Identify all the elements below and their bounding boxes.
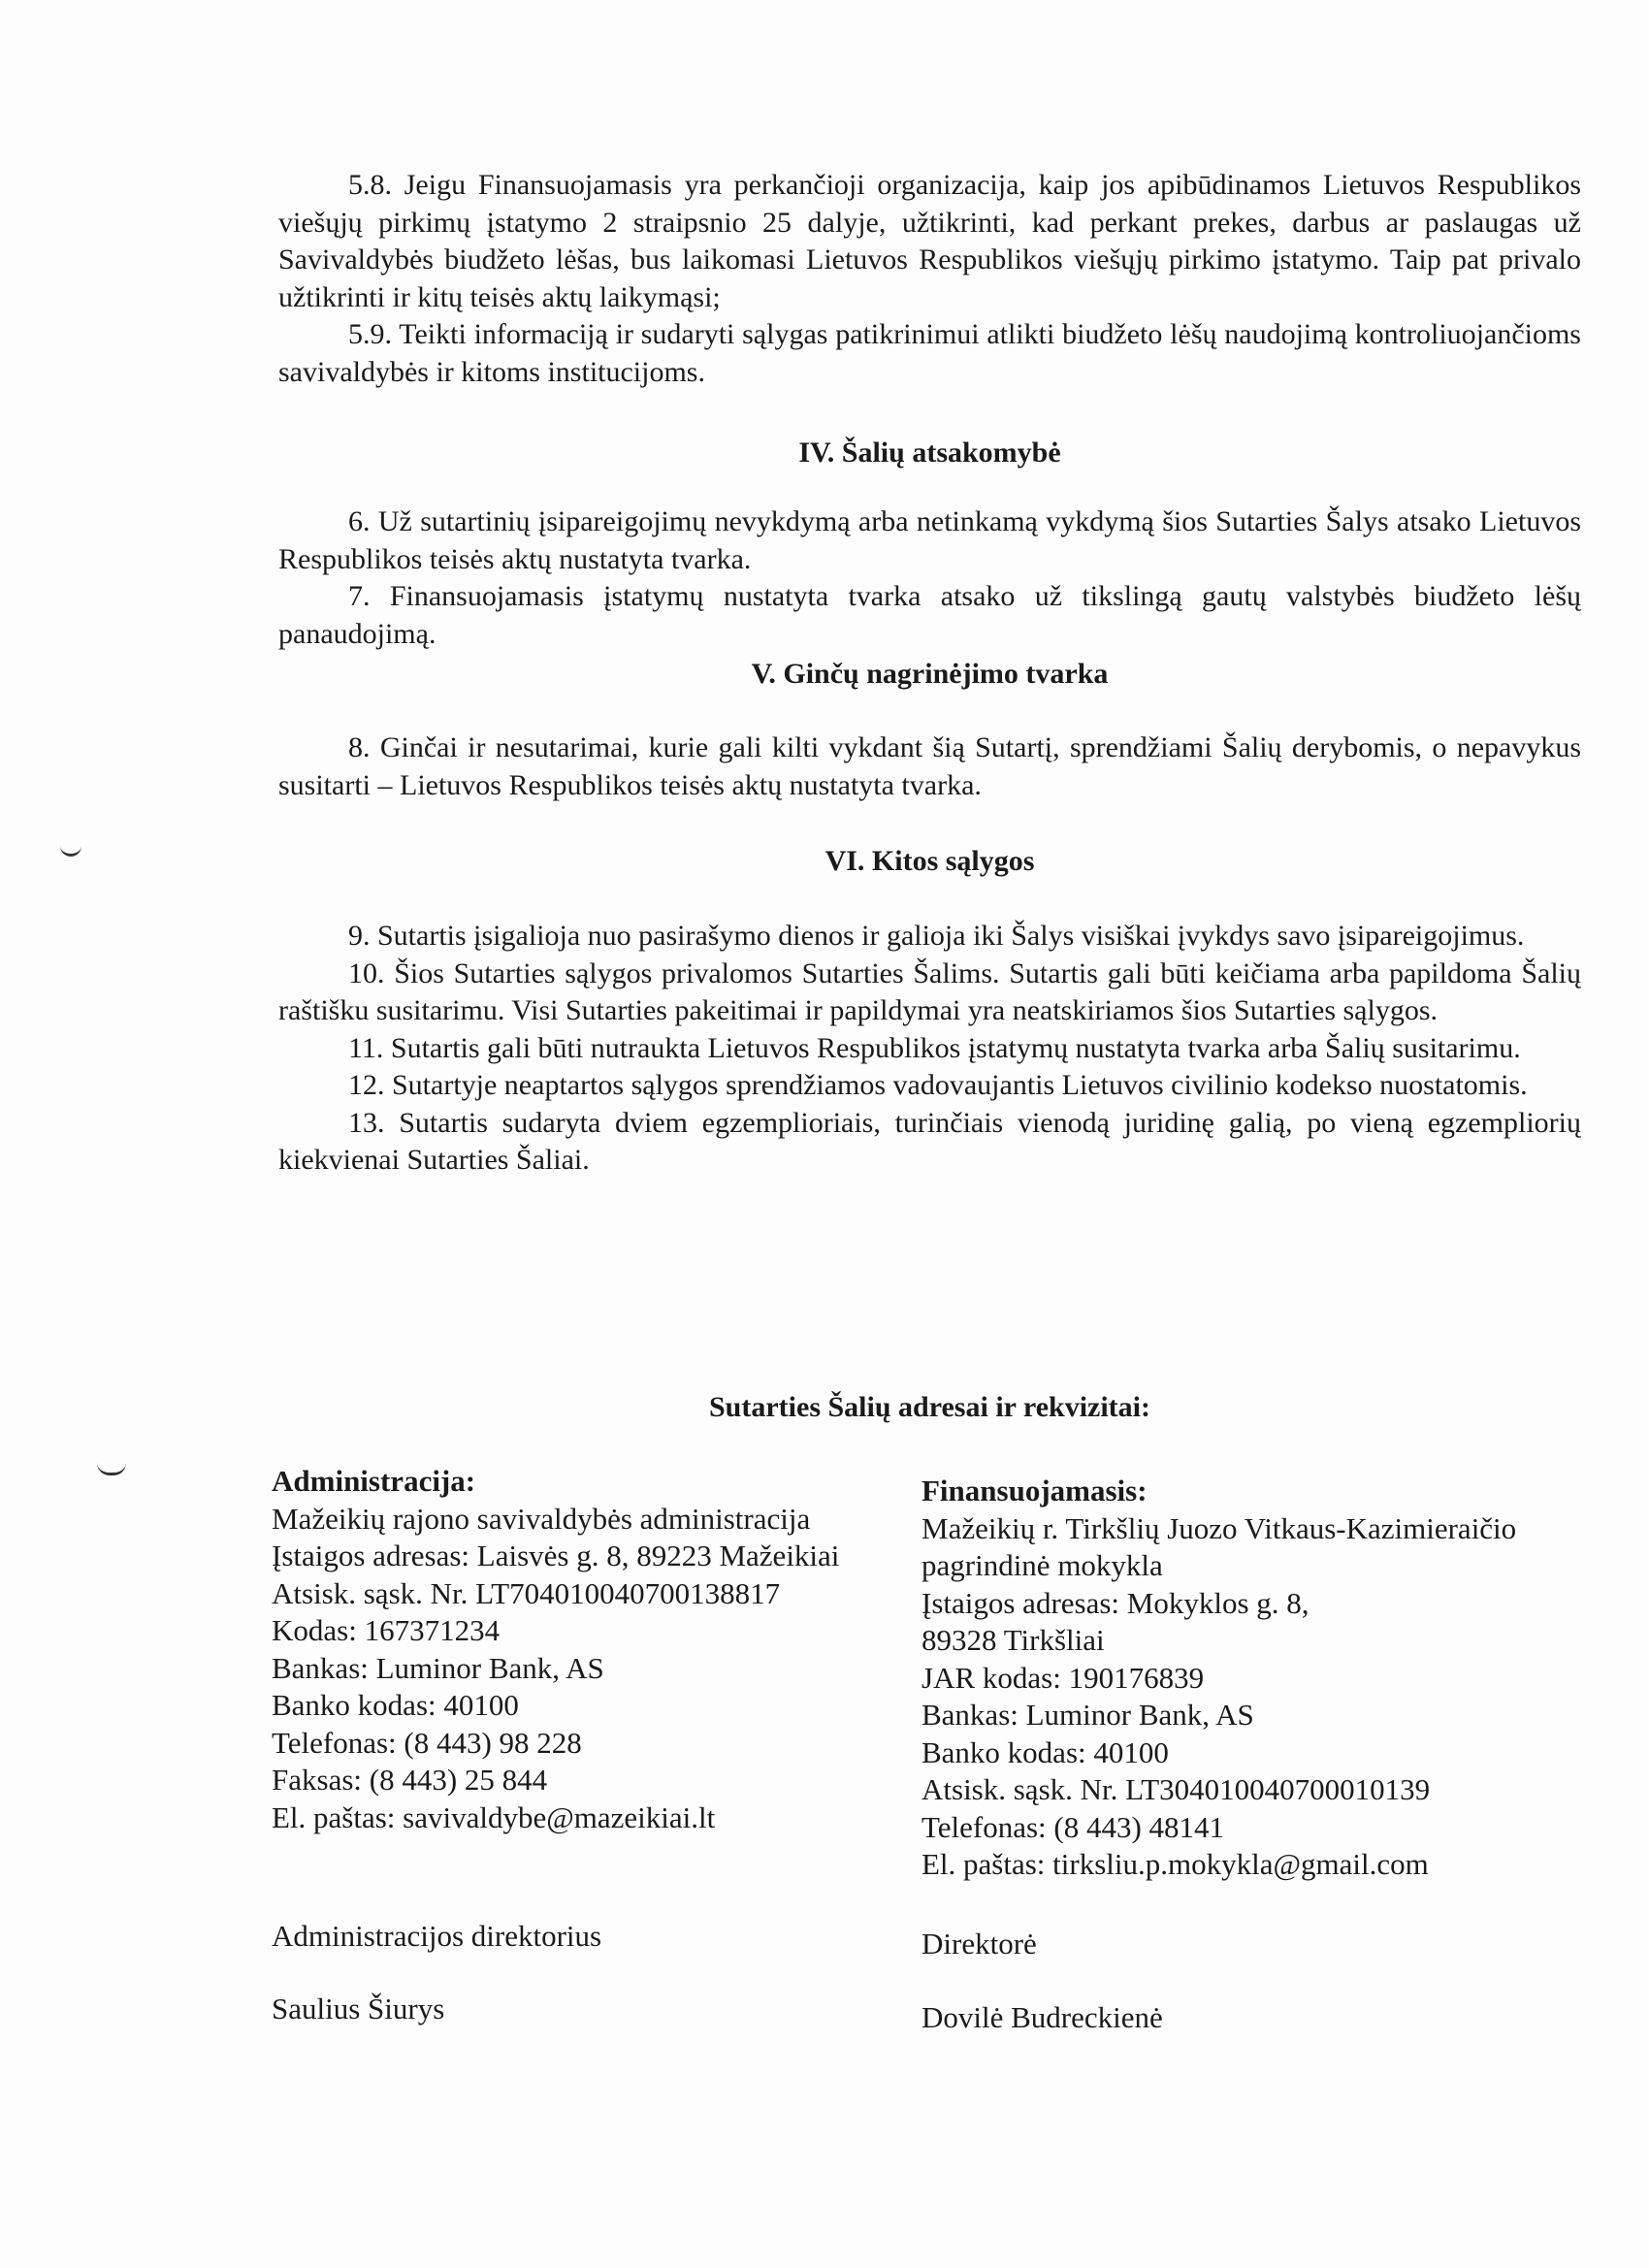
- funded-line: pagrindinė mokykla: [922, 1548, 1163, 1582]
- clause-13: 13. Sutartis sudaryta dviem egzemplioriais, turinčiais vienodą juridinę galią, po vieną egzempliorių kiekvienai Sutarties Šaliai.: [278, 1106, 1581, 1176]
- admin-details: [272, 1463, 892, 1836]
- admin-signatory: Saulius Šiurys: [272, 1992, 445, 2025]
- clause-5-9: 5.9. Teikti informaciją ir sudaryti sąlygas patikrinimui atlikti biudžeto lėšų naudojimą kontroliuojančioms savivaldybės ir kitoms institucijoms.: [278, 318, 1581, 388]
- punch-mark: [60, 844, 81, 857]
- admin-line: Banko kodas: 40100: [272, 1688, 519, 1722]
- top-clauses: [278, 167, 1581, 391]
- section-5: [278, 656, 1581, 694]
- clause-12: 12. Sutartyje neaptartos sąlygos sprendžiamos vadovaujantis Lietuvos civilinio kodekso nuostatomis.: [348, 1069, 1528, 1101]
- admin-line: Kodas: 167371234: [272, 1613, 501, 1647]
- funded-line: Atsisk. sąsk. Nr. LT304010040700010139: [922, 1772, 1431, 1806]
- funded-position: Direktorė: [922, 1927, 1037, 1960]
- clause-5-8: 5.8. Jeigu Finansuojamasis yra perkančioji organizacija, kaip jos apibūdinamos Lietuvos Respublikos viešųjų pirkimų įstatymo 2 straipsnio 25 dalyje, užtikrinti, kad perkant prekes, darbus ar paslaugas už Savivaldybės biudžeto lėšas, bus laikomasi Lietuvos Respublikos viešųjų pirkimo įstatymo. Taip pat privalo užtikrinti ir kitų teisės aktų laikymąsi;: [278, 169, 1581, 313]
- admin-line: Telefonas: (8 443) 98 228: [272, 1725, 582, 1760]
- admin-line: El. paštas: savivaldybe@mazeikiai.lt: [272, 1799, 716, 1834]
- funded-details: [922, 1473, 1600, 1884]
- clause-6: 6. Už sutartinių įsipareigojimų nevykdymą arba netinkamą vykdymą šios Sutarties Šalys atsako Lietuvos Respublikos teisės aktų nustatyta tvarka.: [278, 505, 1581, 575]
- admin-line: Įstaigos adresas: Laisvės g. 8, 89223 Mažeikiai: [272, 1539, 840, 1572]
- clause-10: 10. Šios Sutarties sąlygos privalomos Sutarties Šalims. Sutartis gali būti keičiama arba papildoma Šalių raštišku susitarimu. Visi Sutarties pakeitimai ir papildymai yra neatskiriamos šios Sutarties sąlygos.: [278, 956, 1581, 1026]
- admin-line: Mažeikių rajono savivaldybės administracija: [272, 1501, 811, 1536]
- funded-line: Bankas: Luminor Bank, AS: [922, 1698, 1254, 1732]
- funded-line: 89328 Tirkšliai: [922, 1623, 1105, 1657]
- addresses-section: [278, 1389, 1581, 1427]
- clause-7: 7. Finansuojamasis įstatymų nustatyta tvarka atsako už tikslingą gautų valstybės biudžeto lėšų panaudojimą.: [278, 580, 1581, 650]
- clause-8: 8. Ginčai ir nesutarimai, kurie gali kilti vykdant šią Sutartį, sprendžiami Šalių derybomis, o nepavykus susitarti – Lietuvos Respublikos teisės aktų nustatyta tvarka.: [278, 731, 1581, 801]
- section-6: [278, 843, 1581, 881]
- admin-line: Faksas: (8 443) 25 844: [272, 1763, 548, 1797]
- section-5-body: [278, 729, 1581, 804]
- clause-9: 9. Sutartis įsigalioja nuo pasirašymo dienos ir galioja iki Šalys visiškai įvykdys savo įsipareigojimus.: [348, 920, 1525, 952]
- funded-line: Telefonas: (8 443) 48141: [922, 1809, 1225, 1844]
- admin-position: Administracijos direktorius: [272, 1919, 602, 1953]
- admin-line: Bankas: Luminor Bank, AS: [272, 1650, 604, 1685]
- funded-line: Įstaigos adresas: Mokyklos g. 8,: [922, 1585, 1310, 1620]
- section-4: [278, 435, 1581, 472]
- admin-heading: Administracija:: [272, 1464, 476, 1498]
- funded-line: El. paštas: tirksliu.p.mokykla@gmail.com: [922, 1847, 1429, 1881]
- section-4-body: [278, 503, 1581, 653]
- section-6-title: VI. Kitos sąlygos: [824, 845, 1035, 877]
- funded-signatory: Dovilė Budreckienė: [922, 2000, 1163, 2034]
- addresses-title: Sutarties Šalių adresai ir rekvizitai:: [709, 1391, 1150, 1423]
- funded-line: JAR kodas: 190176839: [922, 1660, 1205, 1695]
- clause-11: 11. Sutartis gali būti nutraukta Lietuvos Respublikos įstatymų nustatyta tvarka arba Šalių susitarimu.: [348, 1031, 1521, 1064]
- section-6-body: [278, 918, 1581, 1180]
- funded-line: Mažeikių r. Tirkšlių Juozo Vitkaus-Kazimieraičio: [922, 1510, 1517, 1545]
- section-4-title: IV. Šalių atsakomybė: [798, 437, 1061, 469]
- section-5-title: V. Ginčų nagrinėjimo tvarka: [751, 658, 1109, 690]
- funded-heading: Finansuojamasis:: [922, 1474, 1148, 1507]
- admin-line: Atsisk. sąsk. Nr. LT704010040700138817: [272, 1575, 781, 1610]
- punch-mark: [97, 1463, 126, 1475]
- party-details: [272, 1463, 1600, 2064]
- funded-line: Banko kodas: 40100: [922, 1734, 1169, 1769]
